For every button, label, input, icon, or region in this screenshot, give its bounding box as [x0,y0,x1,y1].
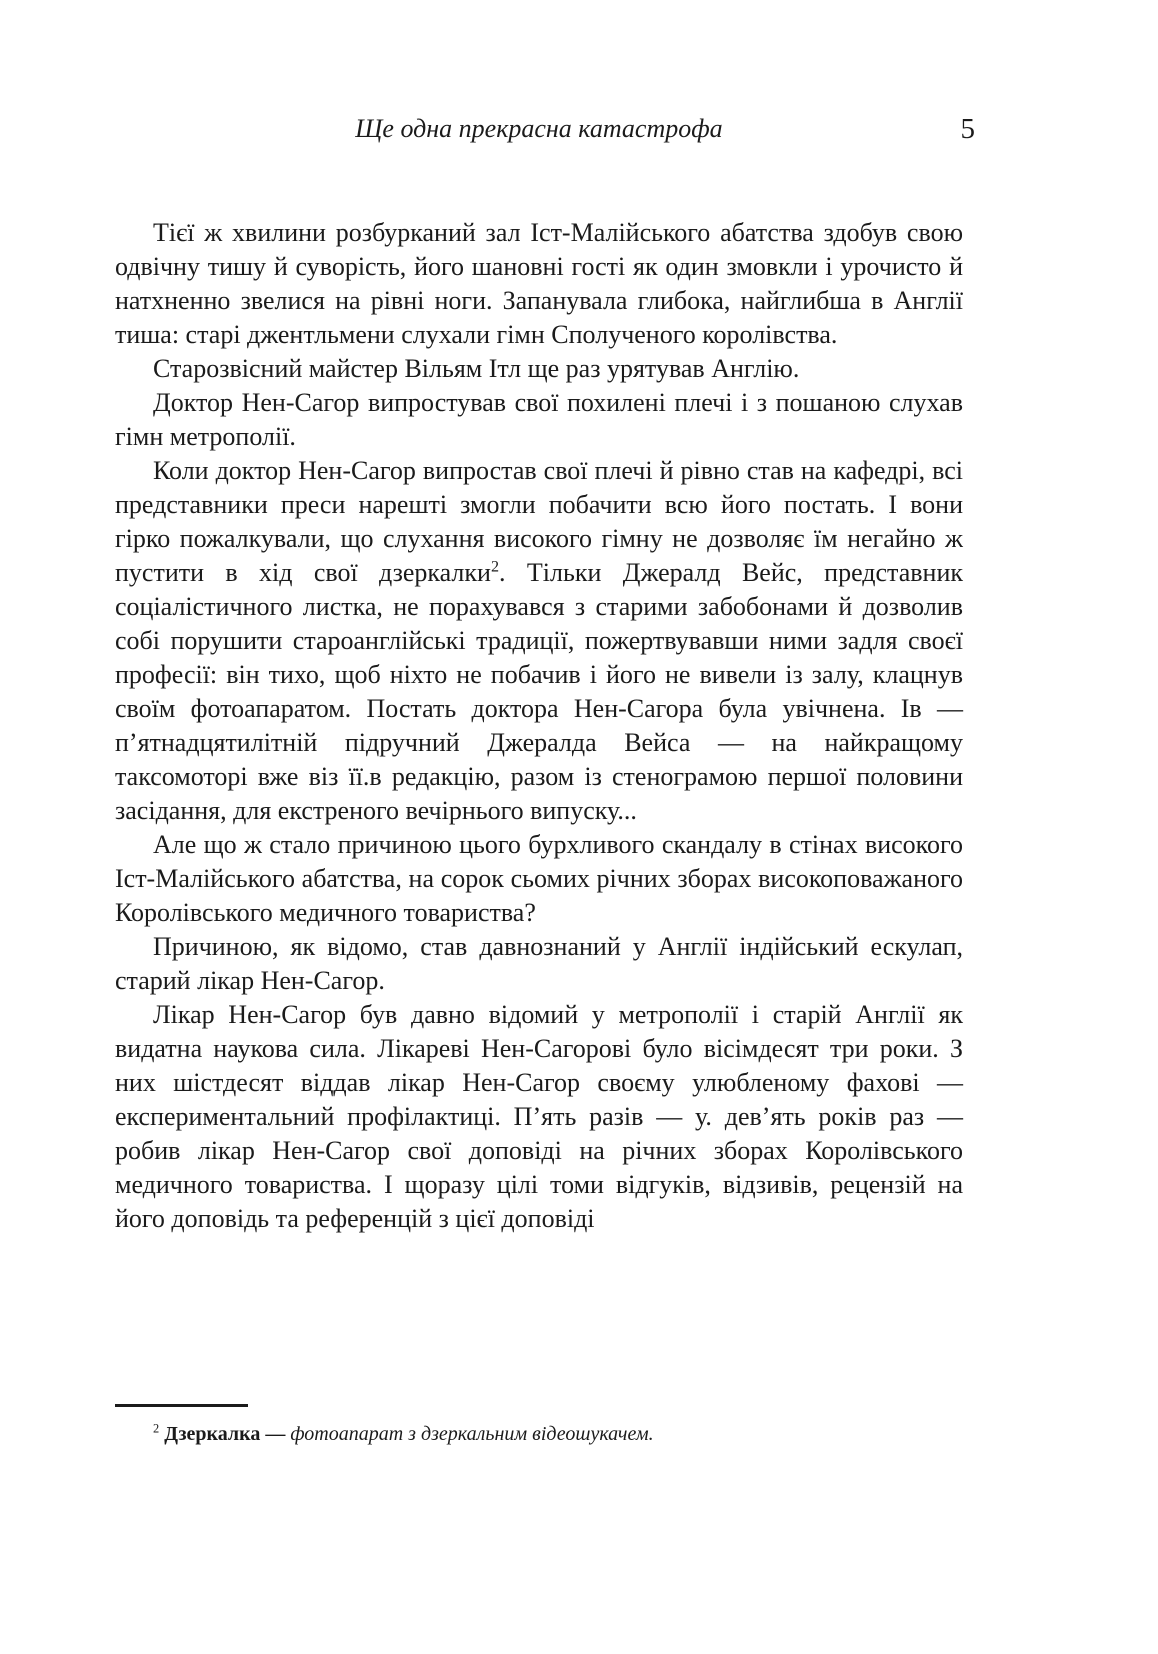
paragraph [115,352,963,386]
paragraph [115,828,963,930]
text-run: Коли доктор Нен-Сагор випростав свої плечі й рівно став на кафедрі, всі представники преси нарешті змогли побачити всю його постать. І вони гірко пожалкували, що слухання високого гімну не дозволяє їм негайно ж пустити в хід свої дзеркалки [115,456,963,587]
text-run: Старозвісний майстер Вільям Ітл ще раз урятував Англію. [153,354,800,383]
text-run: Доктор Нен-Сагор випростував свої похилені плечі і з пошаною слухав гімн метрополії. [115,388,963,451]
running-title: Ще одна прекрасна катастрофа [355,114,723,143]
text-run: Тієї ж хвилини розбурканий зал Іст-Малійського абатства здобув свою одвічну тишу й суворість, його шановні гості як один змовкли і урочисто й натхненно звелися на рівні ноги. Запанувала глибока, найглибша в Англії тиша: старі джентльмени слухали гімн Сполученого королівства. [115,218,963,349]
footnote-marker: 2 [490,558,500,576]
text-run: Дзеркалка — [164,1423,291,1445]
text-run: фотоапарат з дзеркальним відеошукачем. [290,1423,654,1445]
text-run: Лікар Нен-Сагор був давно відомий у метрополії і старій Англії як видатна наукова сила. Лікареві Нен-Сагорові було вісімдесят три роки. З них шістдесят віддав лікар Нен-Сагор своєму улюбленому фахові — експериментальний профілактиці. П’ять разів — у. дев’ять років раз — робив лікар Нен-Сагор свої доповіді на річних зборах Королівського медичного товариства. І щоразу цілі томи відгуків, відзивів, рецензій на його доповідь та референцій з цієї доповіді [115,1000,963,1233]
paragraph [115,216,963,352]
footnote-marker: 2 [153,1421,160,1436]
page-header [115,112,975,152]
paragraph [115,454,963,828]
footnote-text [115,1421,963,1448]
text-run: Але що ж стало причиною цього бурхливого скандалу в стінах високого Іст-Малійського абатства, на сорок сьомих річних зборах високоповажаного Королівського медичного товариства? [115,830,963,927]
paragraph [115,998,963,1236]
text-run: . Тільки Джералд Вейс, представник соціалістичного листка, не порахувався з старими забобонами й дозволив собі порушити староанглійські традиції, пожертвувавши ними задля своєї професії: він тихо, щоб ніхто не побачив і його не вивели із залу, клацнув своїм фотоапаратом. Постать доктора Нен-Сагора була увічнена. Ів — п’ятнадцятилітній підручний Джералда Вейса — на найкращому таксомоторі вже віз її.в редакцію, разом із стенограмою першої половини засідання, для екстреного вечірнього випуску... [115,558,963,825]
footnote-area [115,1404,963,1448]
page-number: 5 [960,113,975,145]
paragraph [115,386,963,454]
body-text [115,216,963,1236]
text-run: Причиною, як відомо, став давнознаний у Англії індійський ескулап, старий лікар Нен-Сагор. [115,932,963,995]
paragraph [115,930,963,998]
footnote-rule [115,1404,248,1407]
